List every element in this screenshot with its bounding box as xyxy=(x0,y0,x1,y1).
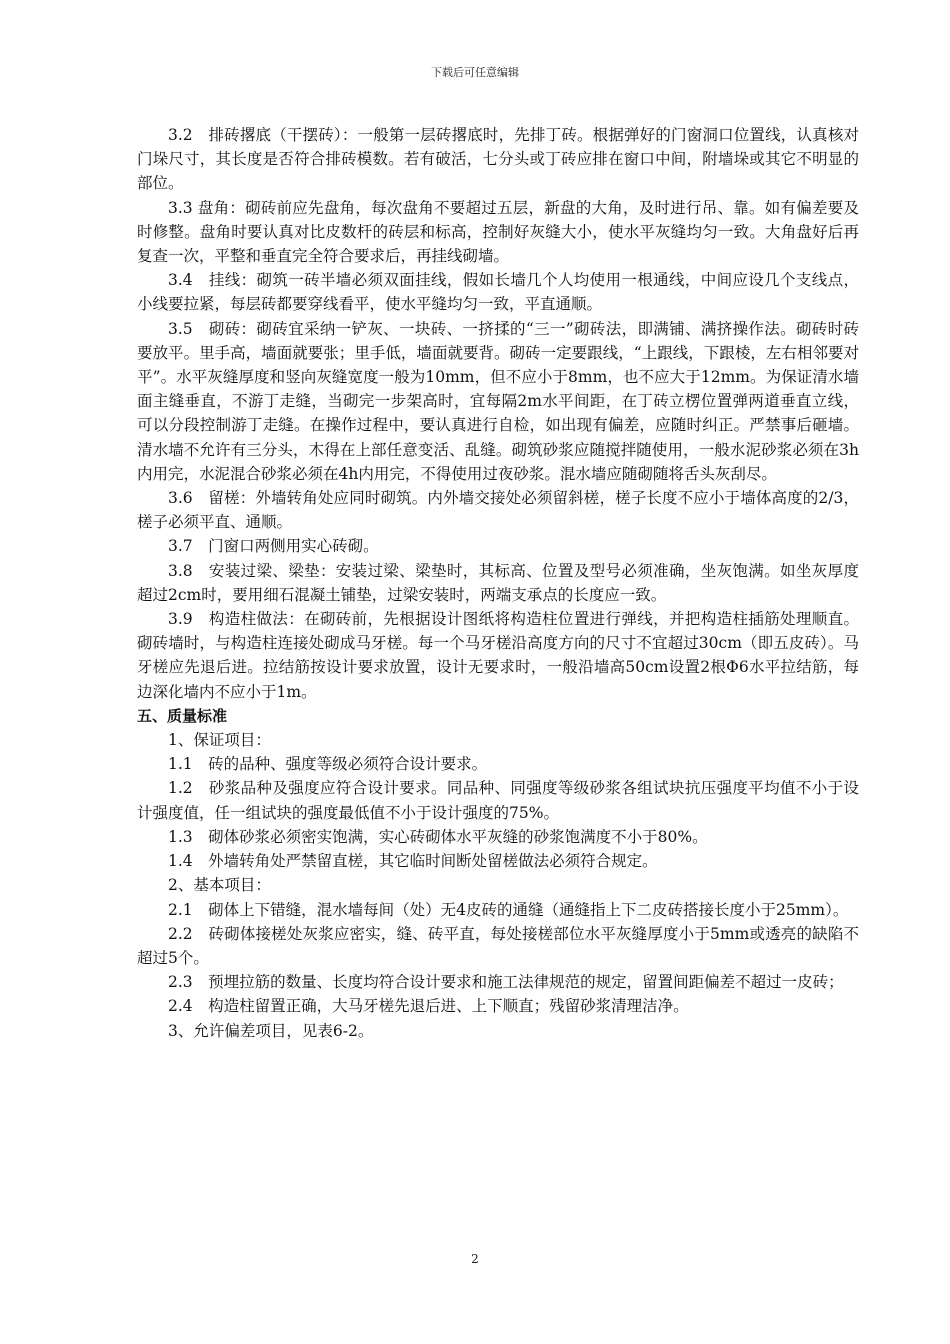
subheading-basic-items: 2、基本项目： xyxy=(168,876,271,895)
section-heading-quality-standard: 五、质量标准 xyxy=(137,706,228,725)
subheading-allowable-deviation: 3、允许偏差项目，见表6-2。 xyxy=(168,1021,374,1040)
paragraph-2-4: 2.4 构造柱留置正确，大马牙槎先退后进、上下顺直；残留砂浆清理洁净。 xyxy=(168,997,689,1016)
paragraph-3-6: 3.6 留槎：外墙转角处应同时砌筑。内外墙交接处必须留斜槎，槎子长度不应小于墙体高度的2/3，槎子必须平直、通顺。 xyxy=(137,489,859,532)
paragraph-3-3: 3.3 盘角：砌砖前应先盘角，每次盘角不要超过五层，新盘的大角，及时进行吊、靠。如有偏差要及时修整。盘角时要认真对比皮数杆的砖层和标高，控制好灰缝大小，使水平灰缝均匀一致。大角盘好后再复查一次，平整和垂直完全符合要求后，再挂线砌墙。 xyxy=(137,198,859,266)
paragraph-3-8: 3.8 安装过梁、梁垫：安装过梁、梁垫时，其标高、位置及型号必须准确，坐灰饱满。如坐灰厚度超过2cm时，要用细石混凝土铺垫，过梁安装时，两端支承点的长度应一致。 xyxy=(137,561,859,604)
paragraph-1-3: 1.3 砌体砂浆必须密实饱满，实心砖砌体水平灰缝的砂浆饱满度不小于80%。 xyxy=(168,827,708,846)
paragraph-3-7: 3.7 门窗口两侧用实心砖砌。 xyxy=(168,537,379,556)
paragraph-1-1: 1.1 砖的品种、强度等级必须符合设计要求。 xyxy=(168,755,488,774)
page-header: 下载后可任意编辑 xyxy=(431,66,519,79)
paragraph-3-4: 3.4 挂线：砌筑一砖半墙必须双面挂线，假如长墙几个人均使用一根通线，中间应设几个支线点，小线要拉紧，每层砖都要穿线看平，使水平缝均匀一致，平直通顺。 xyxy=(137,271,859,314)
paragraph-2-2: 2.2 砖砌体接槎处灰浆应密实，缝、砖平直，每处接槎部位水平灰缝厚度小于5mm或透亮的缺陷不超过5个。 xyxy=(137,924,859,967)
paragraph-3-5: 3.5 砌砖：砌砖宜采纳一铲灰、一块砖、一挤揉的“三一”砌砖法，即满铺、满挤操作法。砌砖时砖要放平。里手高，墙面就要张；里手低，墙面就要背。砌砖一定要跟线，“上跟线，下跟棱，左右相邻要对平”。水平灰缝厚度和竖向灰缝宽度一般为10mm，但不应小于8mm，也不应大于12mm。为保证清水墙面主缝垂直，不游丁走缝，当砌完一步架高时，宜每隔2m水平间距，在丁砖立楞位置弹两道垂直立线，可以分段控制游丁走缝。在操作过程中，要认真进行自检，如出现有偏差，应随时纠正。严禁事后砸墙。清水墙不允许有三分头，木得在上部任意变活、乱缝。砌筑砂浆应随搅拌随使用，一般水泥砂浆必须在3h内用完，水泥混合砂浆必须在4h内用完，不得使用过夜砂浆。混水墙应随砌随将舌头灰刮尽。 xyxy=(137,319,859,483)
paragraph-3-9: 3.9 构造柱做法：在砌砖前，先根据设计图纸将构造柱位置进行弹线，并把构造柱插筋处理顺直。砌砖墙时，与构造柱连接处砌成马牙槎。每一个马牙槎沿高度方向的尺寸不宜超过30cm（即五皮砖）。马牙槎应先退后进。拉结筋按设计要求放置，设计无要求时，一般沿墙高50cm设置2根Φ6水平拉结筋，每边深化墙内不应小于1m。 xyxy=(137,610,859,701)
paragraph-2-3: 2.3 预埋拉筋的数量、长度均符合设计要求和施工法律规范的规定，留置间距偏差不超过一皮砖； xyxy=(168,973,844,992)
paragraph-3-2: 3.2 排砖撂底（干摆砖）：一般第一层砖撂底时，先排丁砖。根据弹好的门窗洞口位置线，认真核对门垛尺寸，其长度是否符合排砖模数。若有破活，七分头或丁砖应排在窗口中间，附墙垛或其它不明显的部位。 xyxy=(137,126,859,193)
page-number: 2 xyxy=(471,1252,479,1266)
paragraph-2-1: 2.1 砌体上下错缝，混水墙每间（处）无4皮砖的通缝（通缝指上下二皮砖搭接长度小于25mm）。 xyxy=(168,900,849,919)
paragraph-1-4: 1.4 外墙转角处严禁留直槎，其它临时间断处留槎做法必须符合规定。 xyxy=(168,852,658,871)
paragraph-1-2: 1.2 砂浆品种及强度应符合设计要求。同品种、同强度等级砂浆各组试块抗压强度平均值不小于设计强度值，任一组试块的强度最低值不小于设计强度的75%。 xyxy=(137,779,859,822)
subheading-guarantee-items: 1、保证项目： xyxy=(168,731,271,750)
document-body xyxy=(137,123,859,1043)
